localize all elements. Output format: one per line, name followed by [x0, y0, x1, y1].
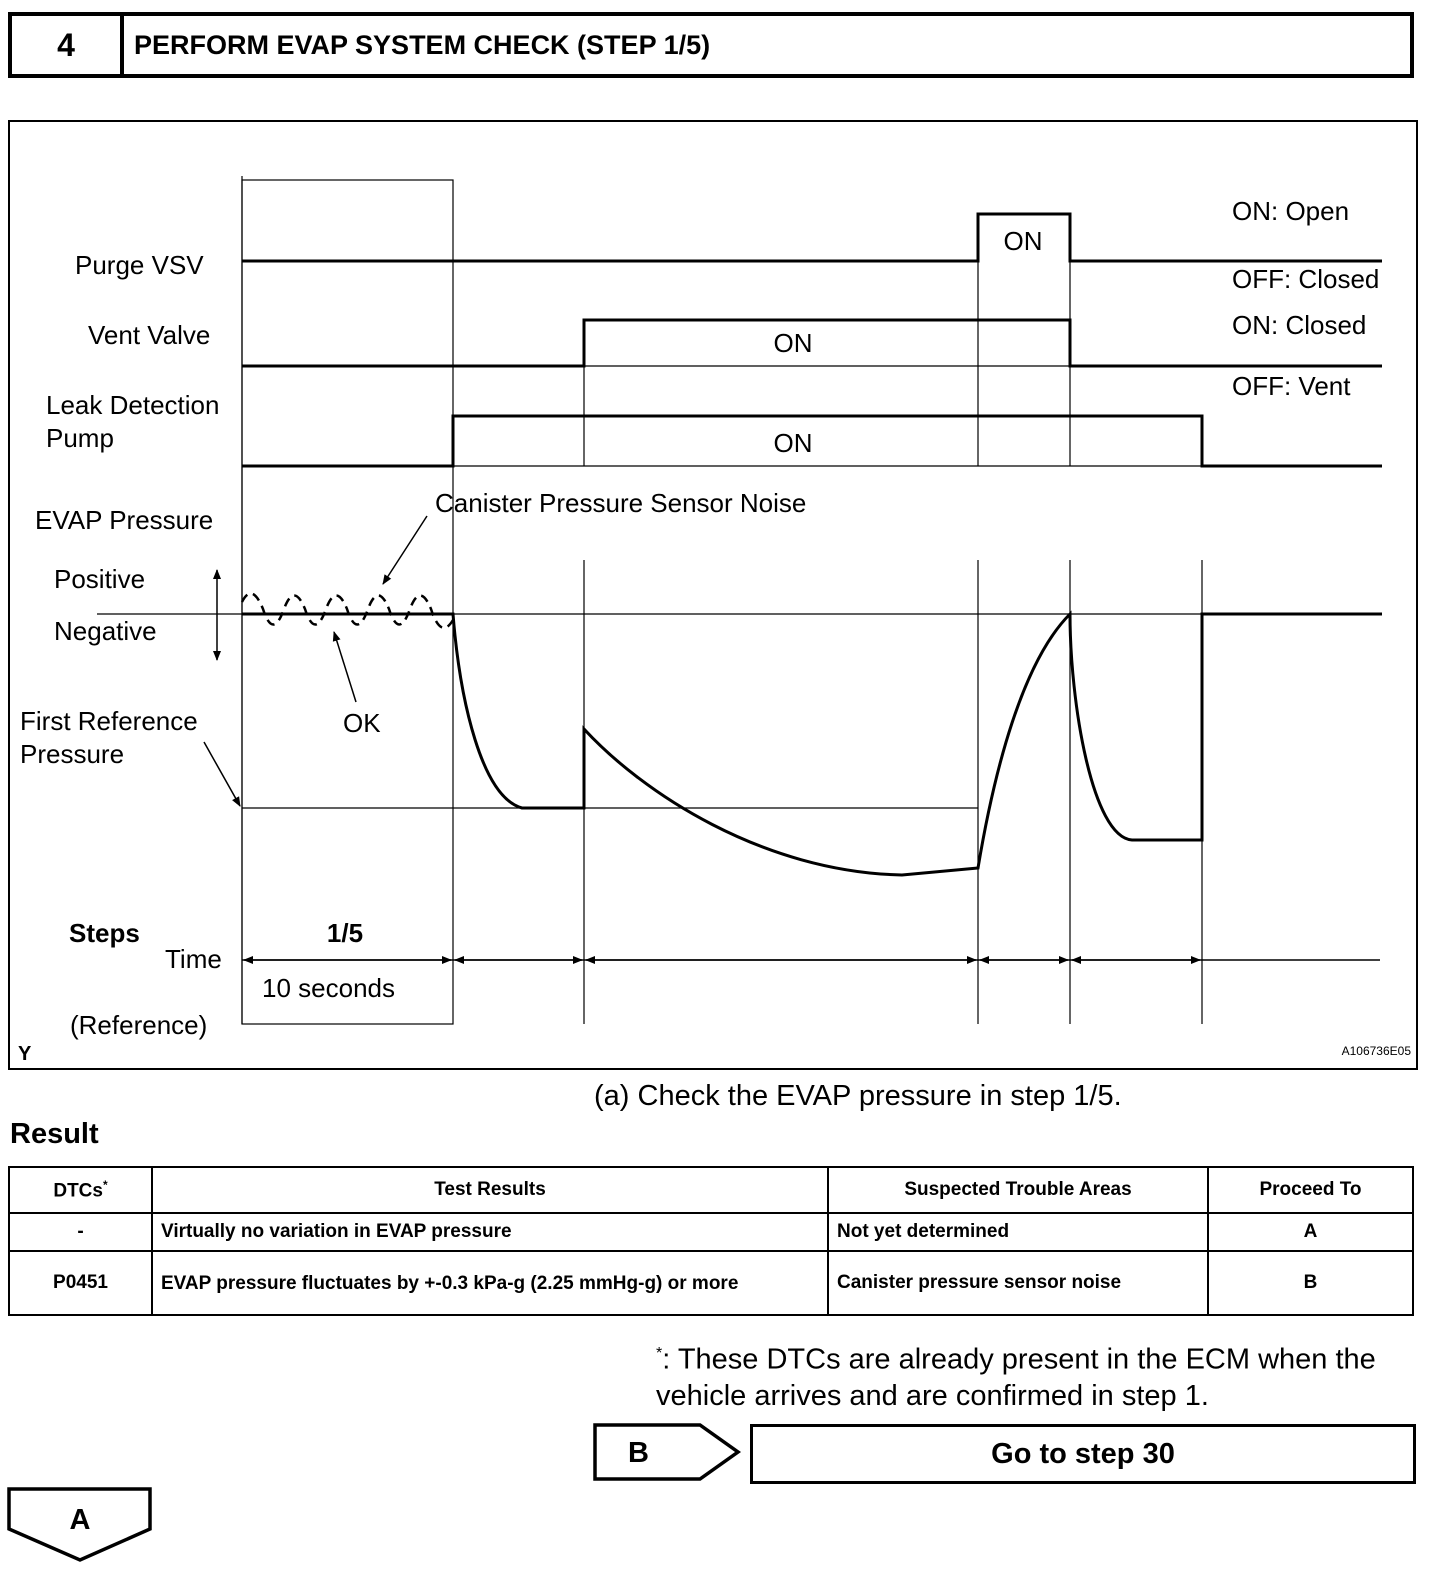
row-area: Canister pressure sensor noise	[828, 1251, 1208, 1315]
col-test-results: Test Results	[152, 1167, 828, 1213]
label-noise: Canister Pressure Sensor Noise	[435, 488, 807, 518]
col-suspected-areas: Suspected Trouble Areas	[828, 1167, 1208, 1213]
label-on-purge: ON	[1003, 226, 1043, 256]
dtc-footnote	[656, 1336, 1416, 1414]
go-to-step-button[interactable]: Go to step 30	[750, 1424, 1416, 1484]
b-label: B	[628, 1437, 649, 1469]
timing-diagram	[8, 120, 1418, 1070]
row-test-result: EVAP pressure fluctuates by +-0.3 kPa-g (2.25 mmHg-g) or more	[152, 1251, 828, 1315]
table-row	[9, 1213, 1413, 1251]
step-header	[8, 12, 1414, 78]
result-heading: Result	[10, 1118, 99, 1150]
label-positive: Positive	[54, 564, 146, 594]
label-purge-vsv: Purge VSV	[75, 250, 204, 280]
row-area: Not yet determined	[828, 1213, 1208, 1251]
col-proceed-to: Proceed To	[1208, 1167, 1413, 1213]
corner-y-mark: Y	[18, 1043, 32, 1065]
label-on-pump: ON	[773, 428, 813, 458]
label-leak-pump-2: Pump	[46, 423, 114, 453]
label-on-open: ON: Open	[1232, 196, 1350, 226]
step-number: 4	[12, 16, 124, 74]
label-first-ref-1: First Reference	[20, 706, 198, 736]
label-reference: (Reference)	[70, 1010, 208, 1040]
row-dtc: P0451	[9, 1251, 152, 1315]
label-steps: Steps	[69, 918, 140, 948]
step-1-5-frame	[242, 180, 453, 1024]
label-ten-seconds: 10 seconds	[262, 973, 395, 1003]
evap-pressure-curve	[242, 614, 1382, 875]
instruction-caption: (a) Check the EVAP pressure in step 1/5.	[594, 1080, 1122, 1112]
label-step-1-5: 1/5	[326, 918, 364, 948]
row-proceed: A	[1208, 1213, 1413, 1251]
label-time: Time	[165, 944, 222, 974]
label-evap-pressure: EVAP Pressure	[35, 505, 214, 535]
label-on-vent: ON	[773, 328, 813, 358]
label-off-closed: OFF: Closed	[1232, 264, 1380, 294]
step-title: PERFORM EVAP SYSTEM CHECK (STEP 1/5)	[134, 29, 711, 60]
b-arrow-tag[interactable]	[592, 1422, 744, 1482]
label-on-closed: ON: Closed	[1232, 310, 1367, 340]
a-arrow-tag[interactable]	[6, 1486, 156, 1564]
label-first-ref-2: Pressure	[20, 739, 125, 769]
noise-callout-arrow	[383, 516, 427, 584]
row-test-result: Virtually no variation in EVAP pressure	[152, 1213, 828, 1251]
label-leak-pump-1: Leak Detection	[46, 390, 220, 420]
time-guide-lines	[584, 214, 1202, 1024]
table-row	[9, 1251, 1413, 1315]
label-ok: OK	[343, 708, 381, 738]
sensor-noise-wave	[242, 593, 453, 627]
row-dtc: -	[9, 1213, 152, 1251]
figure-code: A106736E05	[1341, 1044, 1411, 1058]
reference-lines	[97, 366, 1382, 808]
table-header-row	[9, 1167, 1413, 1213]
footnote-mark: *	[656, 1345, 663, 1362]
col-dtcs: DTCs*	[9, 1167, 152, 1213]
result-table	[8, 1166, 1414, 1316]
footnote-text: : These DTCs are already present in the ECM when the vehicle arrives and are confirmed in step 1.	[656, 1343, 1376, 1412]
first-ref-callout-arrow	[204, 742, 240, 806]
label-vent-valve: Vent Valve	[88, 320, 211, 350]
purge-vsv-waveform	[242, 214, 1382, 261]
label-negative: Negative	[54, 616, 157, 646]
ok-callout-arrow	[334, 632, 356, 702]
a-label: A	[69, 1504, 91, 1536]
label-off-vent: OFF: Vent	[1232, 371, 1351, 401]
row-proceed: B	[1208, 1251, 1413, 1315]
